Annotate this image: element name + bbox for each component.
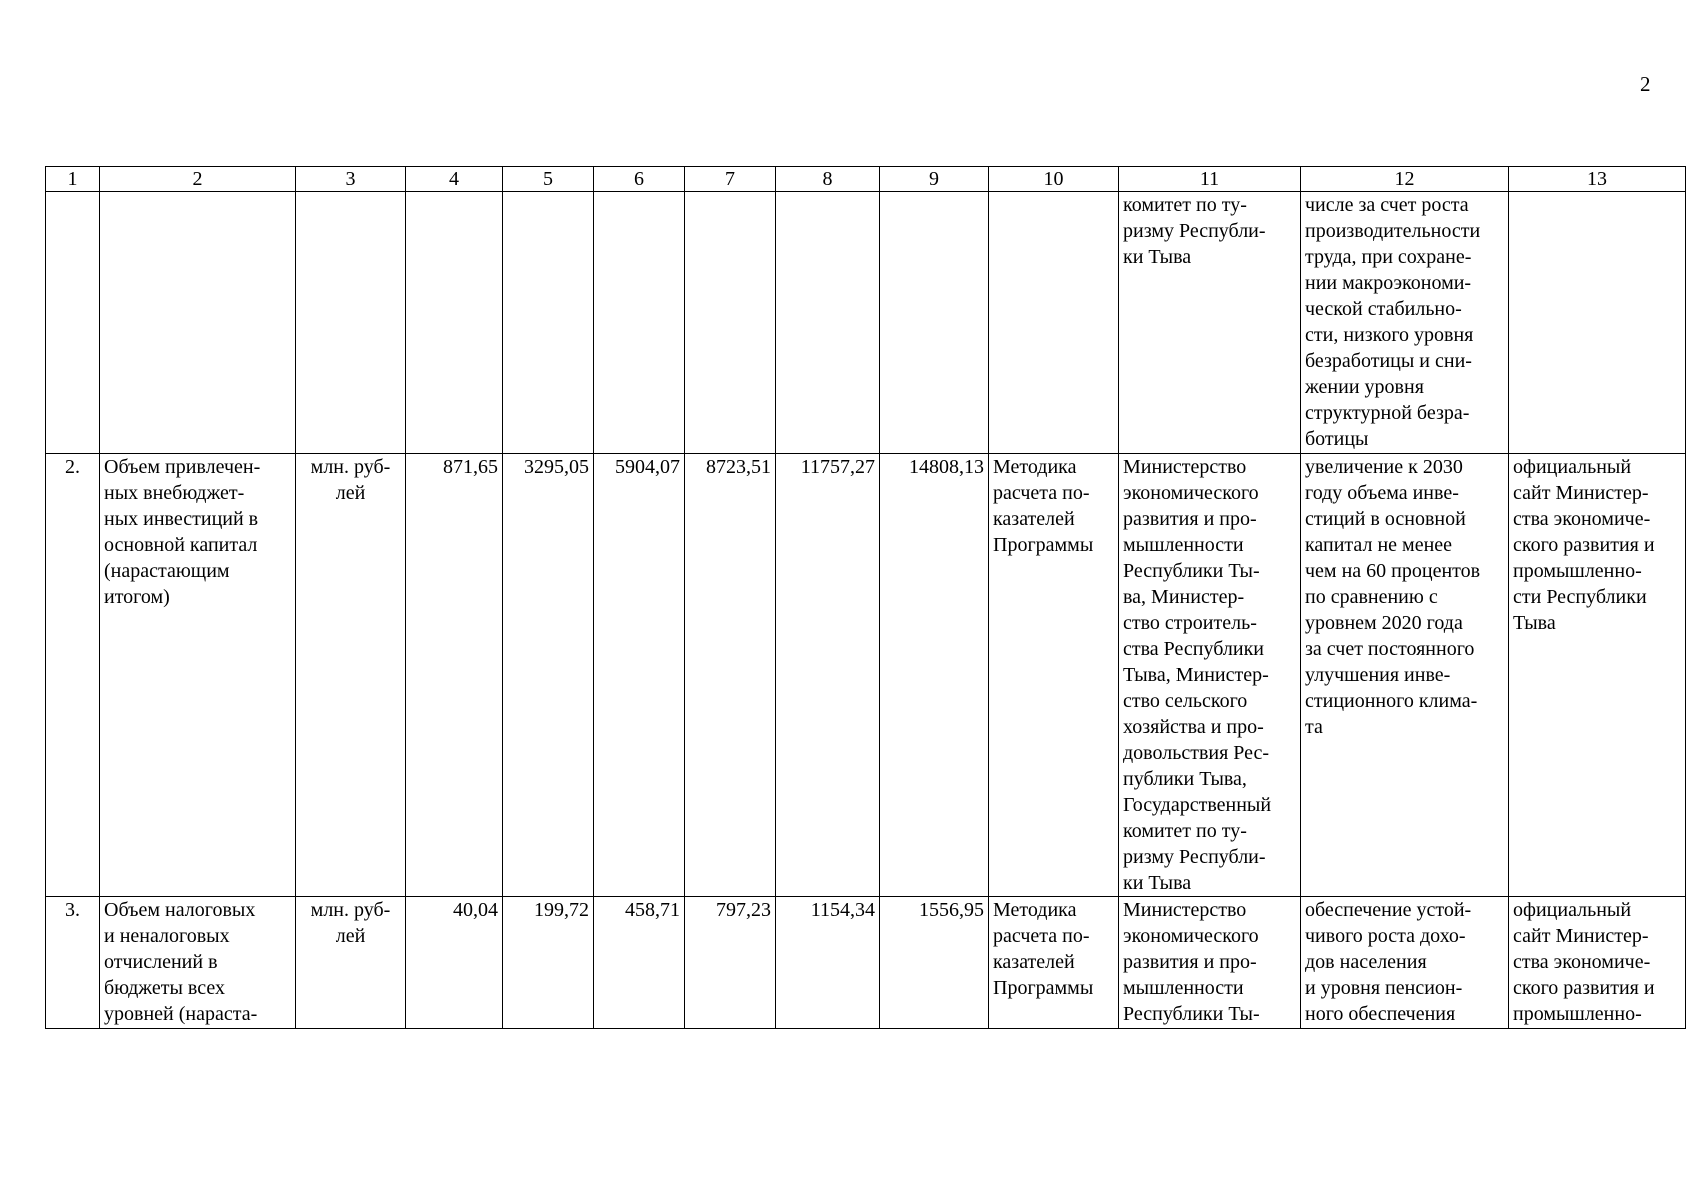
unit-of-measure bbox=[296, 192, 406, 454]
value-col-6 bbox=[594, 192, 685, 454]
calculation-method: Методика расчета по- казателей Программы bbox=[989, 897, 1119, 1029]
information-source: официальный сайт Министер- ства экономиче- ского развития и промышленно- сти Республики Тыва bbox=[1509, 454, 1686, 897]
value-col-8 bbox=[776, 192, 880, 454]
value-col-8: 11757,27 bbox=[776, 454, 880, 897]
table-row bbox=[46, 192, 1686, 454]
unit-of-measure: млн. руб- лей bbox=[296, 897, 406, 1029]
responsible-authority: комитет по ту- ризму Республи- ки Тыва bbox=[1119, 192, 1301, 454]
column-header: 10 bbox=[989, 167, 1119, 192]
value-col-5 bbox=[503, 192, 594, 454]
value-col-6: 458,71 bbox=[594, 897, 685, 1029]
responsible-authority: Министерство экономического развития и про- мышленности Республики Ты- bbox=[1119, 897, 1301, 1029]
column-header: 13 bbox=[1509, 167, 1686, 192]
value-col-5: 199,72 bbox=[503, 897, 594, 1029]
indicators-table bbox=[45, 166, 1686, 1029]
information-source: официальный сайт Министер- ства экономиче- ского развития и промышленно- bbox=[1509, 897, 1686, 1029]
calculation-method bbox=[989, 192, 1119, 454]
value-col-8: 1154,34 bbox=[776, 897, 880, 1029]
table-row bbox=[46, 897, 1686, 1029]
row-number: 3. bbox=[46, 897, 100, 1029]
expected-result: числе за счет роста производительности труда, при сохране- нии макроэкономи- ческой стабильно- сти, низкого уровня безработицы и сни- жении уровня структурной безра- ботицы bbox=[1301, 192, 1509, 454]
value-col-4 bbox=[406, 192, 503, 454]
column-header: 3 bbox=[296, 167, 406, 192]
value-col-4: 871,65 bbox=[406, 454, 503, 897]
calculation-method: Методика расчета по- казателей Программы bbox=[989, 454, 1119, 897]
indicator-name: Объем привлечен- ных внебюджет- ных инвестиций в основной капитал (нарастающим итогом) bbox=[100, 454, 296, 897]
value-col-7: 797,23 bbox=[685, 897, 776, 1029]
column-header: 4 bbox=[406, 167, 503, 192]
column-header: 1 bbox=[46, 167, 100, 192]
responsible-authority: Министерство экономического развития и про- мышленности Республики Ты- ва, Министер- ство строитель- ства Республики Тыва, Министер- ство сельского хозяйства и про- довольствия Рес- публики Тыва, Государственный комитет по ту- ризму Республи- ки Тыва bbox=[1119, 454, 1301, 897]
column-header: 11 bbox=[1119, 167, 1301, 192]
page-number: 2 bbox=[1640, 72, 1651, 96]
unit-of-measure: млн. руб- лей bbox=[296, 454, 406, 897]
column-header: 6 bbox=[594, 167, 685, 192]
column-number-row bbox=[46, 167, 1686, 192]
column-header: 9 bbox=[880, 167, 989, 192]
expected-result: увеличение к 2030 году объема инве- стиций в основной капитал не менее чем на 60 процентов по сравнению с уровнем 2020 года за счет постоянного улучшения инве- стиционного клима- та bbox=[1301, 454, 1509, 897]
value-col-7 bbox=[685, 192, 776, 454]
row-number: 2. bbox=[46, 454, 100, 897]
value-col-9 bbox=[880, 192, 989, 454]
column-header: 2 bbox=[100, 167, 296, 192]
expected-result: обеспечение устой- чивого роста дохо- дов населения и уровня пенсион- ного обеспечения bbox=[1301, 897, 1509, 1029]
column-header: 12 bbox=[1301, 167, 1509, 192]
value-col-6: 5904,07 bbox=[594, 454, 685, 897]
indicator-name bbox=[100, 192, 296, 454]
value-col-9: 1556,95 bbox=[880, 897, 989, 1029]
information-source bbox=[1509, 192, 1686, 454]
value-col-7: 8723,51 bbox=[685, 454, 776, 897]
table-row bbox=[46, 454, 1686, 897]
column-header: 5 bbox=[503, 167, 594, 192]
indicator-name: Объем налоговых и неналоговых отчислений в бюджеты всех уровней (нараста- bbox=[100, 897, 296, 1029]
column-header: 8 bbox=[776, 167, 880, 192]
row-number bbox=[46, 192, 100, 454]
value-col-5: 3295,05 bbox=[503, 454, 594, 897]
value-col-9: 14808,13 bbox=[880, 454, 989, 897]
column-header: 7 bbox=[685, 167, 776, 192]
value-col-4: 40,04 bbox=[406, 897, 503, 1029]
